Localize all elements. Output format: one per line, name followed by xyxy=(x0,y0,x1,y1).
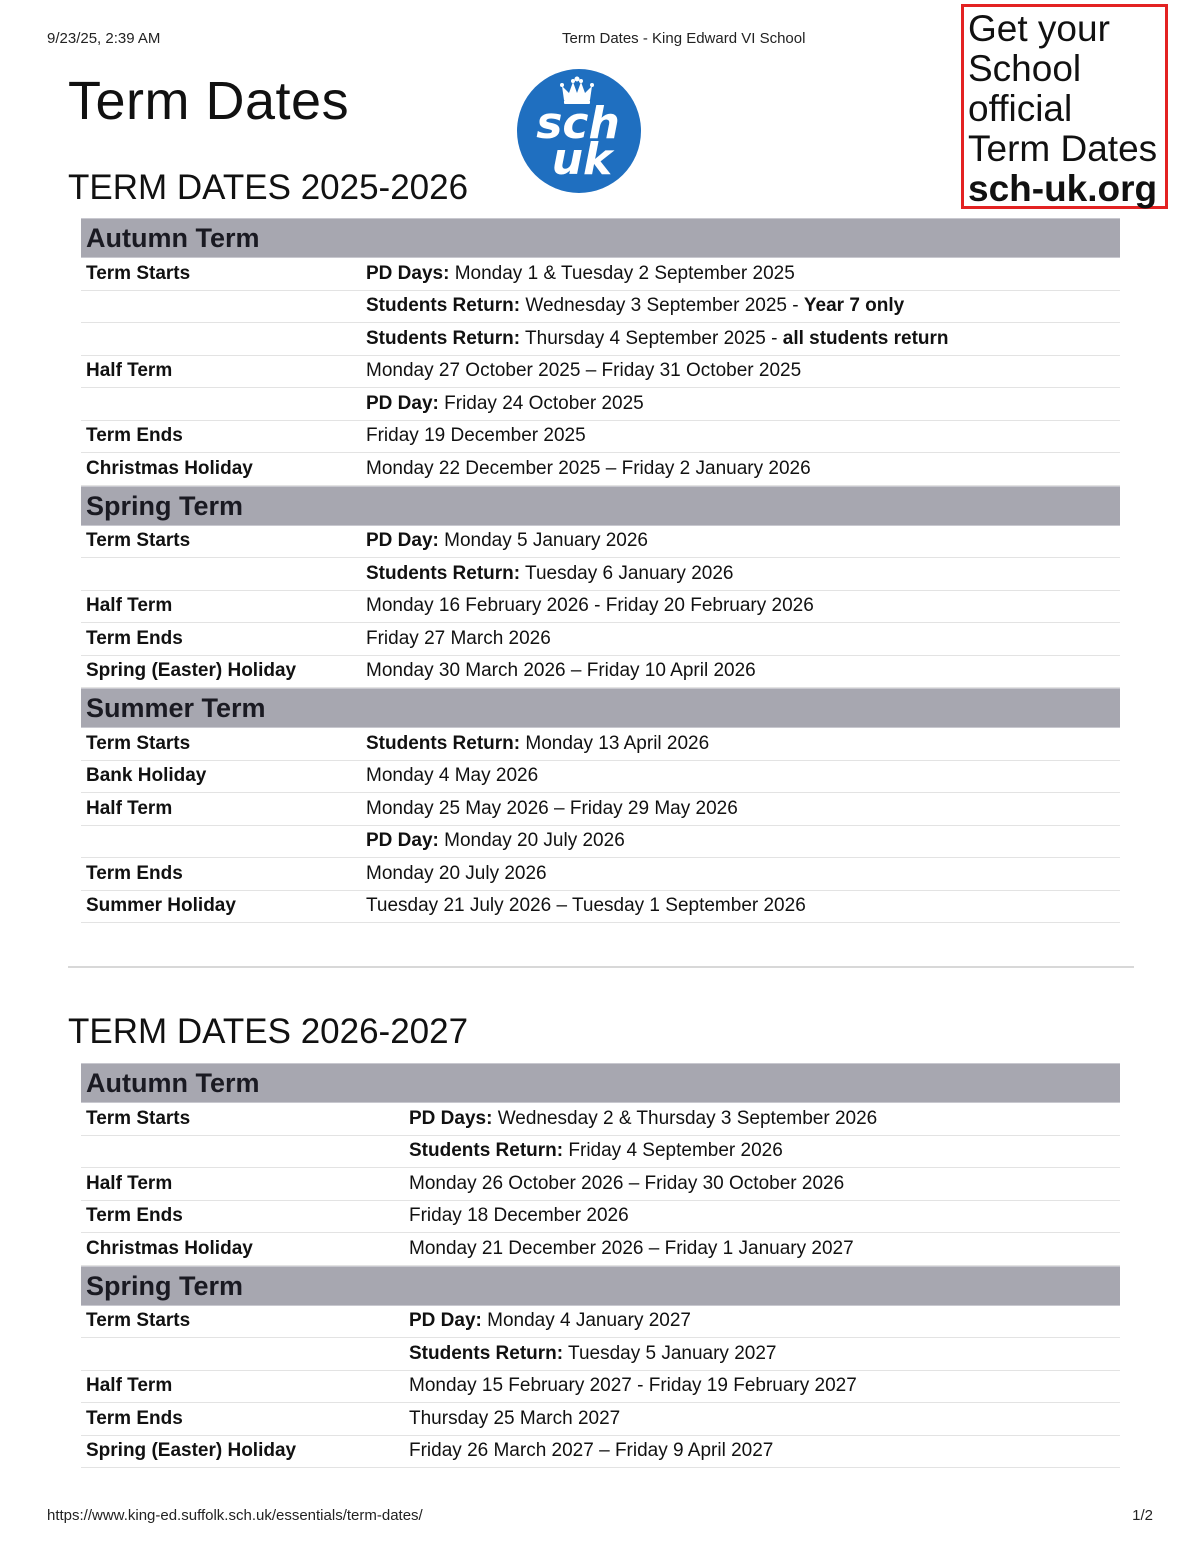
table-row xyxy=(81,291,1120,324)
row-value xyxy=(366,628,551,650)
table-row xyxy=(81,1371,1120,1404)
row-value-prefix: Students Return: xyxy=(366,295,521,317)
row-value xyxy=(409,1408,620,1430)
page-title: Term Dates xyxy=(68,71,350,131)
table-row xyxy=(81,558,1120,591)
row-value-text: Monday 20 July 2026 xyxy=(438,830,625,852)
row-value-text: Thursday 25 March 2027 xyxy=(409,1407,621,1429)
logo-text-uk: uk xyxy=(551,134,613,185)
term-table-2026-2027 xyxy=(81,1063,1120,1468)
row-label: Term Ends xyxy=(86,425,183,447)
table-row xyxy=(81,1403,1120,1436)
table-row xyxy=(81,453,1120,486)
row-value-text: Monday 30 March 2026 – Friday 10 April 2026 xyxy=(366,660,756,682)
table-row xyxy=(81,1338,1120,1371)
row-label: Christmas Holiday xyxy=(86,1237,253,1259)
row-value xyxy=(366,563,733,585)
promo-box[interactable] xyxy=(961,4,1168,209)
row-value xyxy=(366,660,756,682)
row-value-text: Monday 20 July 2026 xyxy=(366,862,547,884)
row-value xyxy=(366,328,949,350)
row-value-text: Friday 26 March 2027 – Friday 9 April 2027 xyxy=(409,1440,774,1462)
table-row xyxy=(81,1103,1120,1136)
table-row xyxy=(81,656,1120,689)
row-value xyxy=(366,263,795,285)
table-row xyxy=(81,258,1120,291)
row-label: Half Term xyxy=(86,797,173,819)
promo-site-link[interactable]: sch-uk.org xyxy=(968,168,1158,209)
print-footer-page: 1/2 xyxy=(1132,1507,1153,1524)
row-value-suffix: Year 7 only xyxy=(803,295,905,317)
row-value xyxy=(366,798,738,820)
row-label: Summer Holiday xyxy=(86,895,236,917)
term-header: Spring Term xyxy=(81,486,1120,526)
table-row xyxy=(81,728,1120,761)
table-row xyxy=(81,1168,1120,1201)
row-label: Half Term xyxy=(86,1172,173,1194)
row-value-text: Monday 27 October 2025 – Friday 31 October 2025 xyxy=(366,360,802,382)
row-value-text: Friday 24 October 2025 xyxy=(438,392,644,414)
term-header: Summer Term xyxy=(81,688,1120,728)
row-value xyxy=(366,830,625,852)
row-label: Term Ends xyxy=(86,1205,183,1227)
section-heading-2026-2027: TERM DATES 2026-2027 xyxy=(68,1012,469,1051)
row-value-text: Monday 16 February 2026 - Friday 20 February 2026 xyxy=(366,595,814,617)
row-value-text: Monday 25 May 2026 – Friday 29 May 2026 xyxy=(366,797,738,819)
table-row xyxy=(81,761,1120,794)
row-value xyxy=(409,1343,776,1365)
print-footer-url: https://www.king-ed.suffolk.sch.uk/essentials/term-dates/ xyxy=(47,1507,423,1524)
row-value-prefix: PD Day: xyxy=(366,392,439,414)
table-row xyxy=(81,356,1120,389)
row-value-prefix: Students Return: xyxy=(366,562,521,584)
row-value-text: Friday 19 December 2025 xyxy=(366,425,586,447)
row-value-text: Tuesday 21 July 2026 – Tuesday 1 September 2026 xyxy=(366,895,806,917)
row-label: Term Starts xyxy=(86,1310,191,1332)
row-label: Term Starts xyxy=(86,1107,191,1129)
row-value-text: Tuesday 5 January 2027 xyxy=(563,1342,777,1364)
row-value xyxy=(409,1440,773,1462)
print-datetime: 9/23/25, 2:39 AM xyxy=(47,30,161,47)
table-row xyxy=(81,323,1120,356)
table-row xyxy=(81,793,1120,826)
row-value-suffix: all students return xyxy=(782,327,949,349)
row-label: Half Term xyxy=(86,1375,173,1397)
row-value-prefix: Students Return: xyxy=(366,327,521,349)
row-value xyxy=(366,765,538,787)
row-value-text: Monday 22 December 2025 – Friday 2 January 2026 xyxy=(366,457,811,479)
row-label: Bank Holiday xyxy=(86,765,207,787)
row-value-text: Wednesday 2 & Thursday 3 September 2026 xyxy=(492,1107,878,1129)
table-row xyxy=(81,1306,1120,1339)
row-label: Term Ends xyxy=(86,627,183,649)
row-value-prefix: Students Return: xyxy=(409,1140,564,1162)
row-label: Term Ends xyxy=(86,862,183,884)
row-label: Term Starts xyxy=(86,732,191,754)
row-label: Christmas Holiday xyxy=(86,457,253,479)
table-row xyxy=(81,421,1120,454)
table-row xyxy=(81,591,1120,624)
row-value-prefix: PD Day: xyxy=(409,1310,482,1332)
row-label: Term Starts xyxy=(86,530,191,552)
table-row xyxy=(81,1201,1120,1234)
row-value-prefix: Students Return: xyxy=(409,1342,564,1364)
row-value xyxy=(366,863,547,885)
sch-uk-logo[interactable] xyxy=(516,68,642,194)
row-value-prefix: PD Day: xyxy=(366,830,439,852)
logo-text-sch: sch xyxy=(536,98,620,149)
row-value-text: Monday 13 April 2026 xyxy=(520,732,710,754)
row-value xyxy=(409,1205,629,1227)
table-row xyxy=(81,388,1120,421)
row-value xyxy=(409,1310,691,1332)
row-value-prefix: PD Days: xyxy=(409,1107,493,1129)
row-value-prefix: PD Day: xyxy=(366,530,439,552)
table-row xyxy=(81,858,1120,891)
section-divider xyxy=(68,966,1134,968)
row-value xyxy=(366,733,709,755)
row-label: Term Ends xyxy=(86,1407,183,1429)
row-value-text: Monday 26 October 2026 – Friday 30 October 2026 xyxy=(409,1172,845,1194)
row-value xyxy=(409,1375,857,1397)
row-label: Spring (Easter) Holiday xyxy=(86,1440,297,1462)
row-value xyxy=(409,1108,877,1130)
row-value-text: Monday 21 December 2026 – Friday 1 January 2027 xyxy=(409,1237,854,1259)
row-value-text: Friday 4 September 2026 xyxy=(563,1140,783,1162)
row-value xyxy=(366,895,806,917)
table-row xyxy=(81,1136,1120,1169)
table-row xyxy=(81,1233,1120,1266)
row-value-text: Wednesday 3 September 2025 - xyxy=(520,295,804,317)
row-label: Half Term xyxy=(86,360,173,382)
row-value-prefix: PD Days: xyxy=(366,262,450,284)
row-value-text: Friday 18 December 2026 xyxy=(409,1205,629,1227)
row-value xyxy=(366,360,801,382)
row-value-text: Monday 4 May 2026 xyxy=(366,765,539,787)
term-header: Autumn Term xyxy=(81,218,1120,258)
row-value xyxy=(366,393,644,415)
row-value-text: Monday 15 February 2027 - Friday 19 February 2027 xyxy=(409,1375,857,1397)
row-value xyxy=(366,458,811,480)
term-header: Spring Term xyxy=(81,1266,1120,1306)
table-row xyxy=(81,1436,1120,1469)
row-value-text: Friday 27 March 2026 xyxy=(366,627,551,649)
section-heading-2025-2026: TERM DATES 2025-2026 xyxy=(68,168,469,207)
row-value xyxy=(366,530,648,552)
row-value-text: Tuesday 6 January 2026 xyxy=(520,562,734,584)
row-value xyxy=(366,595,814,617)
table-row xyxy=(81,623,1120,656)
table-row xyxy=(81,891,1120,924)
promo-text: Get your School official Term Dates xyxy=(968,8,1158,169)
row-label: Term Starts xyxy=(86,262,191,284)
row-value-text: Monday 4 January 2027 xyxy=(481,1310,691,1332)
row-value-prefix: Students Return: xyxy=(366,732,521,754)
row-label: Spring (Easter) Holiday xyxy=(86,660,297,682)
table-row xyxy=(81,826,1120,859)
term-table-2025-2026 xyxy=(81,218,1120,923)
print-doc-title: Term Dates - King Edward VI School xyxy=(562,30,806,47)
row-value-text: Monday 5 January 2026 xyxy=(438,530,648,552)
row-value xyxy=(409,1238,854,1260)
term-header: Autumn Term xyxy=(81,1063,1120,1103)
row-value-text: Thursday 4 September 2025 - xyxy=(520,327,783,349)
row-value xyxy=(366,425,586,447)
row-value xyxy=(366,295,904,317)
row-value-text: Monday 1 & Tuesday 2 September 2025 xyxy=(449,262,795,284)
table-row xyxy=(81,526,1120,559)
row-value xyxy=(409,1173,844,1195)
row-value xyxy=(409,1140,783,1162)
row-label: Half Term xyxy=(86,595,173,617)
